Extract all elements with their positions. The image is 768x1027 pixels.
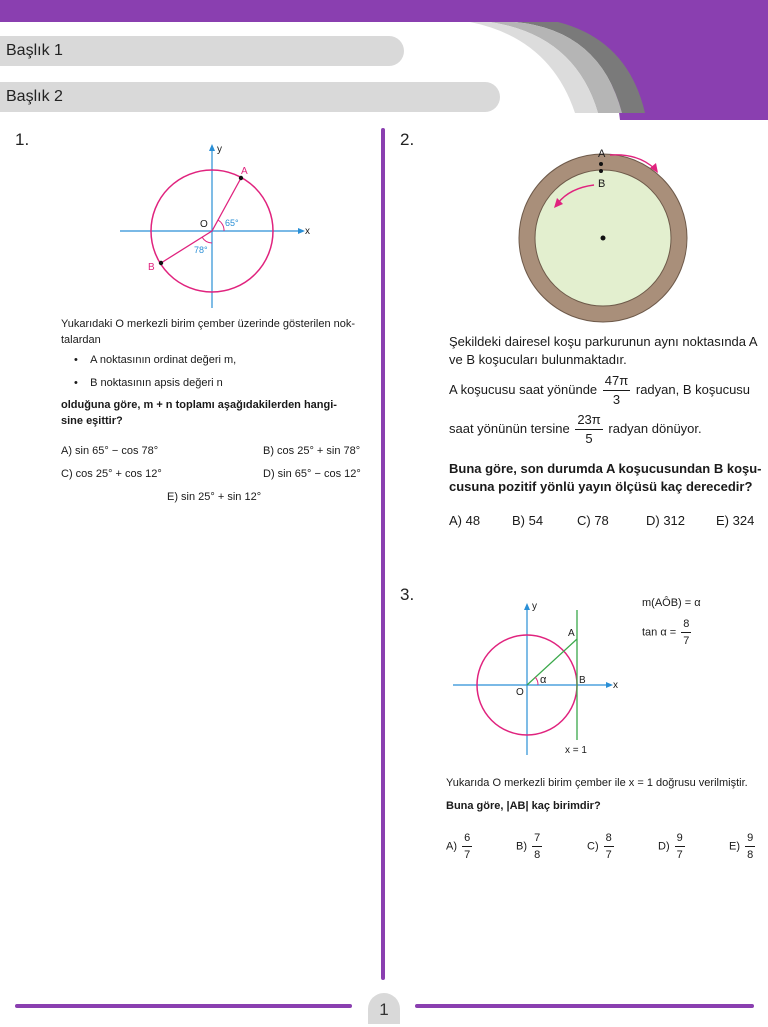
q3-line-label: x = 1	[565, 745, 587, 756]
q1-y-arrow-icon	[209, 144, 215, 151]
q1-o-label: O	[200, 219, 208, 230]
q3-option-a-fraction	[462, 830, 472, 863]
q2-fraction-1	[603, 372, 630, 409]
page-number: 1	[368, 993, 400, 1024]
q1-option-a[interactable]: A) sin 65° − cos 78°	[61, 445, 159, 457]
q1-angle-arc-a	[218, 220, 224, 231]
q1-bullet-1: • A noktasının ordinat değeri m,	[74, 354, 237, 366]
q3-given-tan	[642, 616, 693, 649]
q3-given-tan-den: 7	[683, 635, 690, 647]
q2-option-d[interactable]: D) 312	[646, 513, 686, 528]
q2-line1: Şekildeki dairesel koşu parkurunun aynı noktasında A	[449, 334, 758, 349]
q3-option-c-label: C)	[587, 840, 599, 853]
footer-line-right	[415, 1004, 754, 1008]
heading-1: Başlık 1	[0, 36, 404, 66]
q2-option-b[interactable]: B) 54	[512, 513, 544, 528]
q3-alpha-label: α	[540, 674, 547, 686]
q1-number: 1.	[15, 130, 30, 149]
q2-track-figure	[510, 145, 700, 330]
q3-option-a-label: A)	[446, 840, 457, 853]
q2-fraction-2-den: 5	[585, 431, 593, 446]
q3-option-c-den: 7	[605, 849, 612, 861]
q2-line4	[449, 411, 764, 448]
q2-line4-post: radyan dönüyor.	[608, 420, 702, 436]
q1-unit-circle-figure	[115, 140, 315, 310]
q3-y-arrow-icon	[524, 603, 530, 610]
q3-o-label: O	[516, 687, 524, 698]
q2-line4-pre: saat yönünün tersine	[449, 420, 570, 436]
q1-angle-arc-b	[202, 237, 212, 243]
q2-option-c[interactable]: C) 78	[577, 513, 609, 528]
q1-intro-line1: Yukarıdaki O merkezli birim çember üzerinde gösterilen nok-	[61, 318, 356, 330]
q2-number: 2.	[400, 130, 415, 149]
q1-x-label: x	[305, 226, 310, 237]
q1-question	[61, 397, 376, 429]
q2-start-dot-2	[599, 169, 603, 173]
q2-fraction-1-den: 3	[612, 392, 621, 407]
q3-given-tan-fraction	[681, 616, 691, 649]
column-divider	[381, 128, 385, 980]
q1-b-label: B	[148, 262, 155, 273]
q3-option-e-label: E)	[729, 840, 740, 853]
q2-question-line1: Buna göre, son durumda A koşucusundan B koşu-	[449, 461, 762, 476]
q1-bullet-2: • B noktasının apsis değeri n	[74, 377, 223, 389]
q3-option-a[interactable]	[446, 830, 474, 863]
q1-angle-78-label: 78°	[194, 245, 208, 255]
q3-option-b-num: 7	[532, 830, 542, 847]
q3-option-d-fraction	[675, 830, 685, 863]
q3-option-e[interactable]	[729, 830, 757, 863]
q2-text	[449, 333, 761, 369]
q2-option-a[interactable]: A) 48	[449, 513, 481, 528]
q3-option-d-label: D)	[658, 840, 670, 853]
q1-x-arrow-icon	[298, 228, 305, 234]
q1-bullet-2-text: B noktasının apsis değeri n	[90, 377, 223, 389]
q1-bullet-1-text: A noktasının ordinat değeri m,	[90, 354, 237, 366]
footer-line-left	[15, 1004, 352, 1008]
q1-a-label: A	[241, 166, 248, 177]
q3-option-c[interactable]	[587, 830, 616, 863]
q3-segment-oa	[527, 639, 577, 685]
q2-start-dot-1	[599, 162, 603, 166]
q1-option-e[interactable]: E) sin 25° + sin 12°	[167, 491, 262, 503]
heading-2: Başlık 2	[0, 82, 500, 112]
q2-line2: ve B koşucuları bulunmaktadır.	[449, 352, 627, 367]
q3-a-label: A	[568, 628, 575, 639]
q3-option-e-fraction	[745, 830, 755, 863]
q3-given-angle: m(AÔB) = α	[642, 597, 701, 609]
q3-option-e-num: 9	[745, 830, 755, 847]
q3-option-a-num: 6	[462, 830, 472, 847]
q3-option-b-label: B)	[516, 840, 527, 853]
q3-y-label: y	[532, 601, 537, 612]
q3-option-e-den: 8	[747, 849, 754, 861]
q3-option-d-num: 9	[675, 830, 685, 847]
q3-option-d-den: 7	[676, 849, 683, 861]
q2-fraction-1-num: 47π	[603, 372, 630, 391]
q3-angle-arc	[535, 677, 538, 685]
q2-line3	[449, 372, 764, 409]
q2-option-e[interactable]: E) 324	[716, 513, 755, 528]
q2-fraction-2-num: 23π	[575, 411, 602, 430]
q2-question-line2: cusuna pozitif yönlü yayın ölçüsü kaç derecedir?	[449, 479, 753, 494]
q3-text: Yukarıda O merkezli birim çember ile x = 1 doğrusu verilmiştir.	[446, 777, 748, 789]
q1-option-b[interactable]: B) cos 25° + sin 78°	[263, 445, 361, 457]
q1-question-line2: sine eşittir?	[61, 415, 123, 427]
q2-line3-post: radyan, B koşucusu	[635, 381, 751, 397]
q3-given-tan-pre: tan α =	[642, 626, 677, 639]
q1-angle-65-label: 65°	[225, 218, 239, 228]
q1-intro-line2: talardan	[61, 334, 101, 346]
q3-x-arrow-icon	[606, 682, 613, 688]
q3-given-tan-num: 8	[681, 616, 691, 633]
q2-line3-pre: A koşucusu saat yönünde	[449, 381, 598, 397]
q3-unit-circle-figure	[450, 595, 630, 765]
q3-option-a-den: 7	[464, 849, 471, 861]
q1-option-c[interactable]: C) cos 25° + cos 12°	[61, 468, 162, 480]
q3-question: Buna göre, |AB| kaç birimdir?	[446, 800, 601, 812]
q3-option-c-fraction	[604, 830, 614, 863]
q1-y-label: y	[217, 144, 222, 155]
q3-number: 3.	[400, 585, 415, 604]
q1-option-d[interactable]: D) sin 65° − cos 12°	[263, 468, 361, 480]
q3-option-d[interactable]	[658, 830, 687, 863]
q1-question-line1: olduğuna göre, m + n toplamı aşağıdakilerden hangi-	[61, 399, 337, 411]
q3-x-label: x	[613, 680, 618, 691]
q2-fraction-2	[575, 411, 602, 448]
q2-b-label: B	[598, 178, 606, 190]
q2-question	[449, 460, 764, 496]
q3-option-b[interactable]	[516, 830, 544, 863]
q3-option-b-fraction	[532, 830, 542, 863]
q3-b-label: B	[579, 675, 586, 686]
q2-a-label: A	[598, 148, 606, 160]
q2-center-point	[601, 236, 606, 241]
q3-option-b-den: 8	[534, 849, 541, 861]
q1-point-b	[159, 261, 163, 265]
q3-option-c-num: 8	[604, 830, 614, 847]
q1-intro	[61, 316, 376, 348]
